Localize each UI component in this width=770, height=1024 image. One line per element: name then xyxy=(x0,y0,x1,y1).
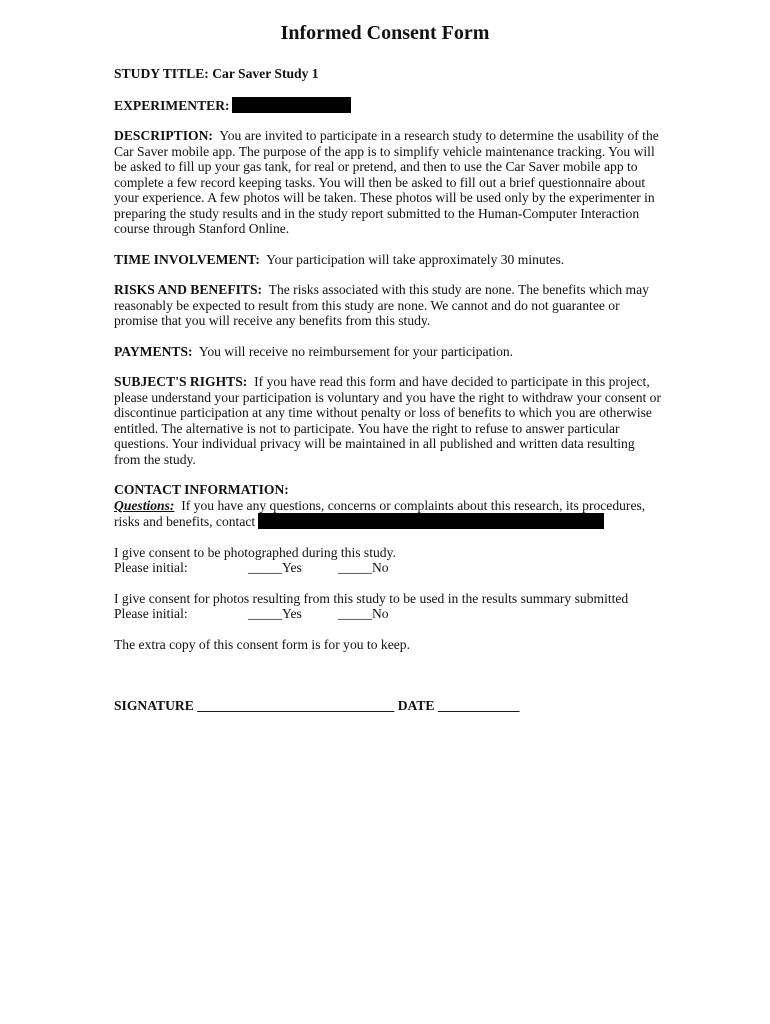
payments-section xyxy=(114,344,664,360)
study-title-section xyxy=(114,66,664,82)
extra-copy-text: The extra copy of this consent form is for you to keep. xyxy=(114,636,410,652)
photo-use-initial-row xyxy=(114,606,664,622)
yes-initial-field[interactable]: _____Yes xyxy=(248,606,302,621)
experimenter-label: EXPERIMENTER: xyxy=(114,97,230,113)
please-initial-label: Please initial: xyxy=(114,606,188,621)
questions-text: If you have any questions, concerns or complaints about this research, its procedures, risks and benefits, contact xyxy=(114,497,646,529)
page-title: Informed Consent Form xyxy=(280,22,490,44)
no-initial-field[interactable]: _____No xyxy=(338,606,389,621)
rights-label: SUBJECT'S RIGHTS: xyxy=(114,374,248,389)
payments-text: You will receive no reimbursement for your participation. xyxy=(198,343,514,359)
contact-label: CONTACT INFORMATION: xyxy=(114,482,289,497)
experimenter-section xyxy=(114,97,664,114)
redacted-experimenter xyxy=(232,97,351,113)
study-title-value: Car Saver Study 1 xyxy=(212,66,319,81)
risks-section xyxy=(114,282,664,329)
study-title-label: STUDY TITLE: xyxy=(114,66,209,81)
redacted-contact xyxy=(258,513,604,529)
yes-initial-field[interactable]: _____Yes xyxy=(248,560,302,575)
no-initial-field[interactable]: _____No xyxy=(338,560,389,575)
description-label: DESCRIPTION: xyxy=(114,128,213,143)
risks-text: The risks associated with this study are none. The benefits which may reasonably be expected to result from this study are none. We cannot and do not guarantee or promise that you will receive any benefits from this study. xyxy=(114,282,649,328)
time-text: Your participation will take approximately 30 minutes. xyxy=(266,251,565,267)
time-label: TIME INVOLVEMENT: xyxy=(114,251,260,267)
photo-consent-section xyxy=(114,545,664,576)
description-text: You are invited to participate in a research study to determine the usability of the Car Saver mobile app. The purpose of the app is to simplify vehicle maintenance tracking. You will be asked to fill up your gas tank, for real or pretend, and then to use the Car Saver mobile app to complete a few record keeping tasks. You will then be asked to fill out a brief questionnaire about your experience. A few photos will be taken. These photos will be used only by the experimenter in preparing the study results and in the study report submitted to the Human-Computer Interaction course through Stanford Online. xyxy=(114,128,659,236)
contact-section xyxy=(114,482,664,530)
time-section xyxy=(114,252,664,268)
form-body xyxy=(114,66,664,727)
photo-use-consent-text: I give consent for photos resulting from this study to be used in the results summary submitted xyxy=(114,590,629,606)
photo-consent-text: I give consent to be photographed during this study. xyxy=(114,544,396,560)
description-section xyxy=(114,128,664,237)
signature-date-line[interactable]: SIGNATURE _____________________________ DATE ____________ xyxy=(114,698,520,713)
risks-label: RISKS AND BENEFITS: xyxy=(114,282,263,297)
extra-copy-section xyxy=(114,637,664,653)
rights-section xyxy=(114,374,664,467)
photo-consent-initial-row xyxy=(114,560,664,576)
payments-label: PAYMENTS: xyxy=(114,343,193,359)
questions-label: Questions: xyxy=(114,497,175,513)
photo-use-consent-section xyxy=(114,591,664,622)
please-initial-label: Please initial: xyxy=(114,560,188,575)
rights-text: If you have read this form and have decided to participate in this project, please understand your participation is voluntary and you have the right to withdraw your consent or discontinue participation at any time without penalty or loss of benefits to which you are otherwise entitled. The alternative is not to participate. You have the right to refuse to answer particular questions. Your individual privacy will be maintained in all published and written data resulting from the study. xyxy=(114,374,662,467)
